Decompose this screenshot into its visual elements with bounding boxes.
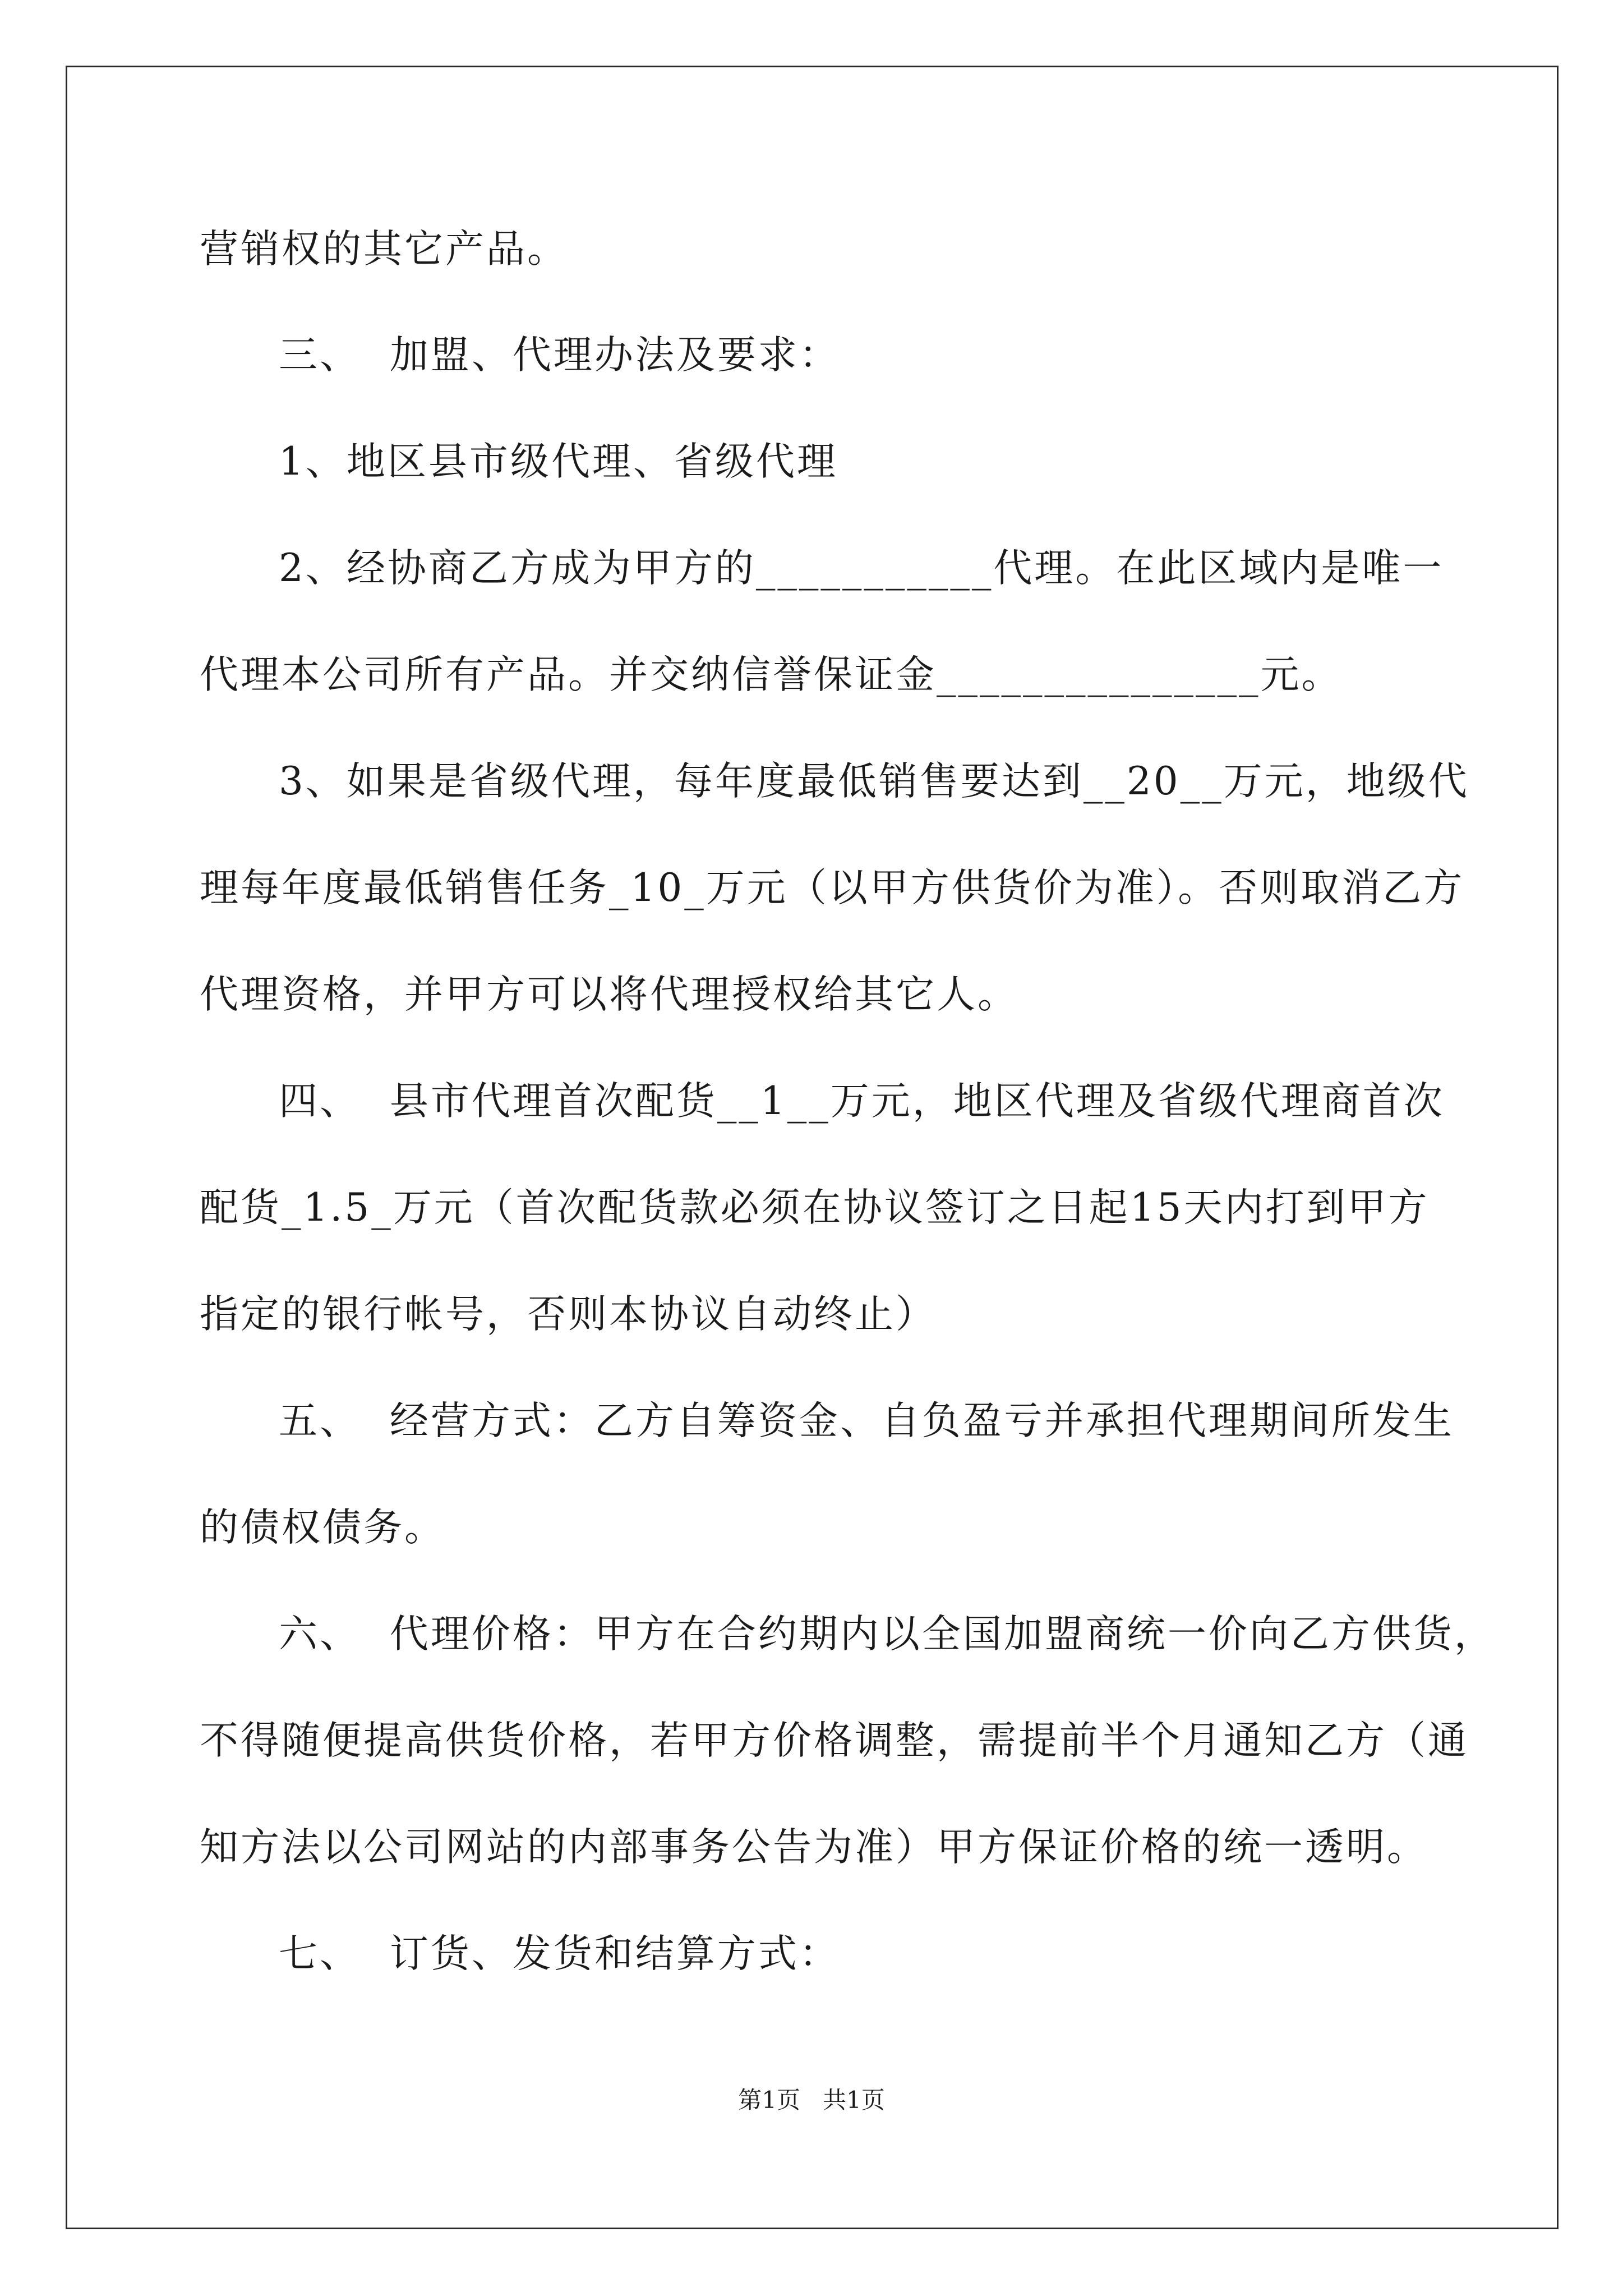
text-line-16: 知方法以公司网站的内部事务公告为准）甲方保证价格的统一透明。 xyxy=(200,1825,1428,1870)
section-heading-3: 三、 加盟、代理办法及要求： xyxy=(279,333,840,378)
text-line-6: 3、如果是省级代理，每年度最低销售要达到__20__万元，地级代 xyxy=(279,759,1469,804)
text-line-4: 2、经协商乙方成为甲方的___________代理。在此区域内是唯一 xyxy=(279,546,1444,591)
text-line-1: 营销权的其它产品。 xyxy=(200,227,568,272)
section-heading-6: 六、 代理价格：甲方在合约期内以全国加盟商统一价向乙方供货， xyxy=(279,1612,1495,1657)
text-line-10: 配货_1.5_万元（首次配货款必须在协议签订之日起15天内打到甲方 xyxy=(200,1185,1430,1230)
text-line-11: 指定的银行帐号，否则本协议自动终止） xyxy=(200,1292,937,1337)
section-heading-7: 七、 订货、发货和结算方式： xyxy=(279,1931,840,1976)
text-line-15: 不得随便提高供货价格，若甲方价格调整，需提前半个月通知乙方（通 xyxy=(200,1718,1469,1763)
section-heading-4: 四、 县市代理首次配货__1__万元，地区代理及省级代理商首次 xyxy=(279,1079,1445,1124)
text-line-8: 代理资格，并甲方可以将代理授权给其它人。 xyxy=(200,972,1018,1017)
text-line-5: 代理本公司所有产品。并交纳信誉保证金_______________元。 xyxy=(200,652,1343,697)
text-line-7: 理每年度最低销售任务_10_万元（以甲方供货价为准）。否则取消乙方 xyxy=(200,866,1465,910)
section-heading-5: 五、 经营方式：乙方自筹资金、自负盈亏并承担代理期间所发生 xyxy=(279,1398,1454,1443)
page-border xyxy=(66,66,1559,2229)
page-number: 第1页 共1页 xyxy=(738,2086,885,2114)
text-line-13: 的债权债务。 xyxy=(200,1505,445,1550)
text-line-3: 1、地区县市级代理、省级代理 xyxy=(279,439,838,484)
